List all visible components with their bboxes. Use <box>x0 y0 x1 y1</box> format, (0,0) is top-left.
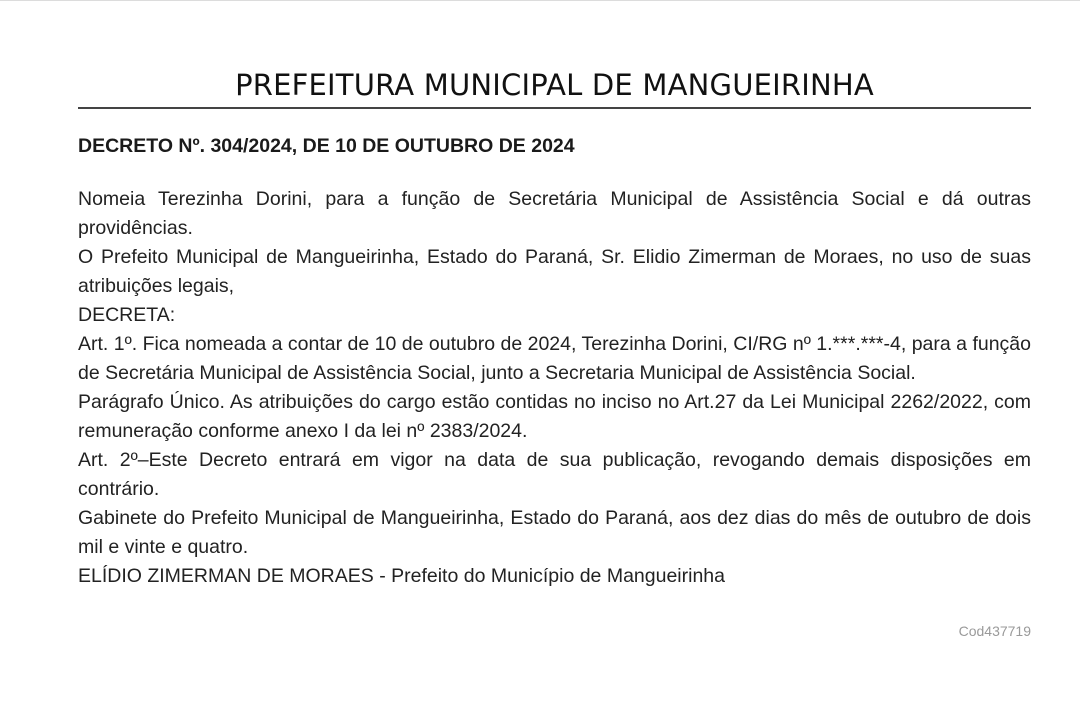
paragraph-art-1: Art. 1º. Fica nomeada a contar de 10 de outubro de 2024, Terezinha Dorini, CI/RG nº 1.***.***-4, para a função de Secretária Municipal de Assistência Social, junto a Secretaria Municipal de Assistência Social. <box>78 333 1031 384</box>
paragraph-unico: Parágrafo Único. As atribuições do cargo estão contidas no inciso no Art.27 da Lei Municipal 2262/2022, com remuneração conforme anexo I da lei nº 2383/2024. <box>78 391 1031 442</box>
paragraph-decreta: DECRETA: <box>78 304 176 326</box>
masthead-title: PREFEITURA MUNICIPAL DE MANGUEIRINHA <box>235 68 874 102</box>
header-divider <box>78 107 1031 109</box>
paragraph-art-2: Art. 2º–Este Decreto entrará em vigor na data de sua publicação, revogando demais disposições em contrário. <box>78 449 1031 500</box>
decree-title: DECRETO Nº. 304/2024, DE 10 DE OUTUBRO DE 2024 <box>78 135 575 157</box>
publication-code: Cod437719 <box>958 623 1031 639</box>
decree-body <box>78 185 1031 591</box>
paragraph-gabinete: Gabinete do Prefeito Municipal de Mangueirinha, Estado do Paraná, aos dez dias do mês de outubro de dois mil e vinte e quatro. <box>78 507 1031 558</box>
paragraph-ementa: Nomeia Terezinha Dorini, para a função de Secretária Municipal de Assistência Social e dá outras providências. <box>78 188 1031 239</box>
paragraph-preamble: O Prefeito Municipal de Mangueirinha, Estado do Paraná, Sr. Elidio Zimerman de Moraes, no uso de suas atribuições legais, <box>78 246 1031 297</box>
paragraph-signature: ELÍDIO ZIMERMAN DE MORAES - Prefeito do Município de Mangueirinha <box>78 565 725 587</box>
